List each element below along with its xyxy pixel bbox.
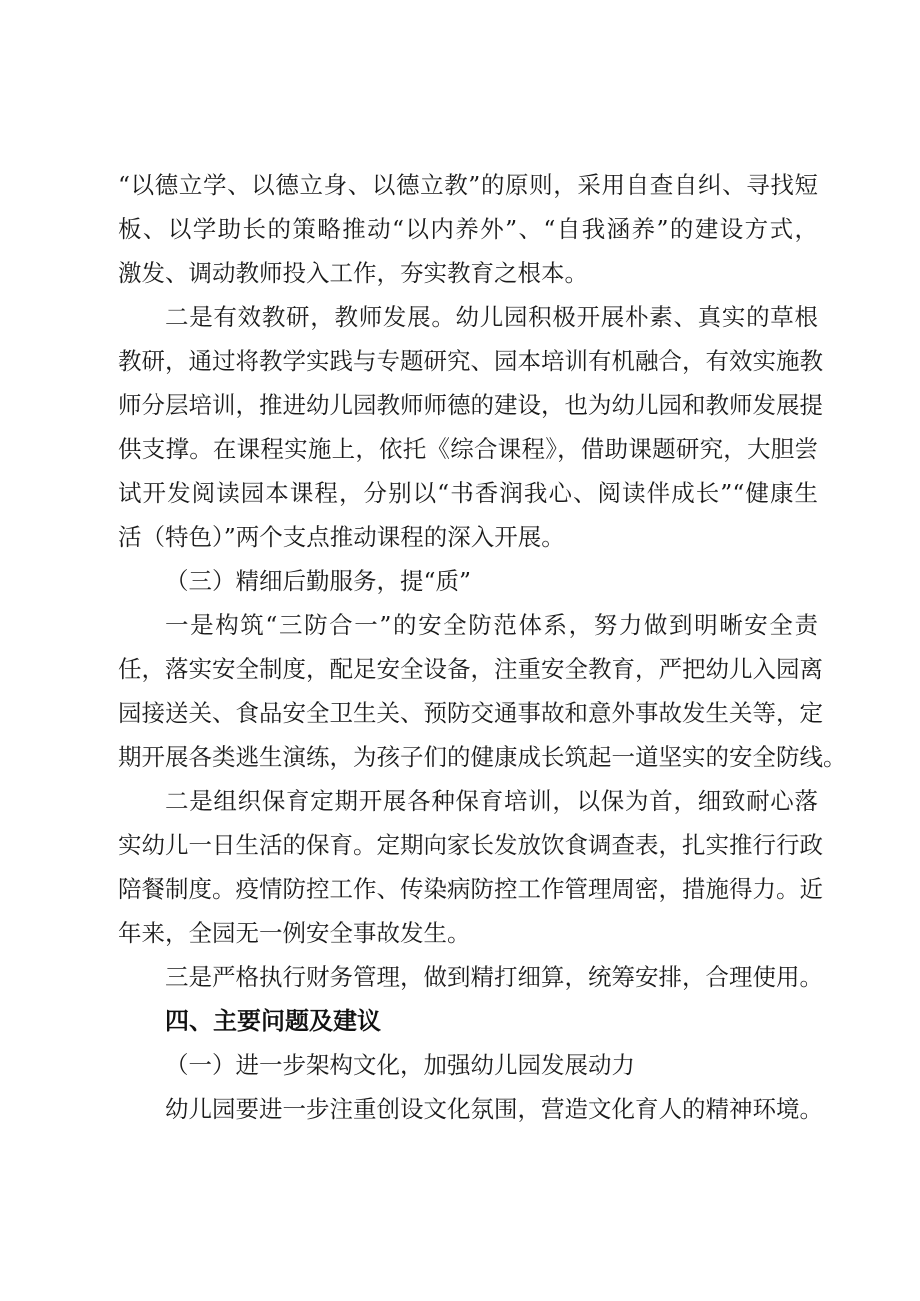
body-line: 期开展各类逃生演练，为孩子们的健康成长筑起一道坚实的安全防线。 [118, 743, 847, 771]
body-line: 园接送关、食品安全卫生关、预防交通事故和意外事故发生关等，定 [118, 699, 823, 727]
section-subheading: （一）进一步架构文化，加强幼儿园发展动力 [165, 1051, 635, 1079]
body-line: 任，落实安全制度，配足安全设备，注重安全教育，严把幼儿入园离 [118, 655, 823, 683]
paragraph-first-line: 幼儿园要进一步注重创设文化氛围，营造文化育人的精神环境。 [165, 1095, 823, 1123]
body-line: 激发、调动教师投入工作，夯实教育之根本。 [118, 259, 588, 287]
body-line: 供支撑。在课程实施上，依托《综合课程》，借助课题研究，大胆尝 [118, 435, 818, 463]
section-subheading: （三）精细后勤服务，提“质” [165, 567, 472, 595]
paragraph-first-line: 二是有效教研，教师发展。幼儿园积极开展朴素、真实的草根 [165, 303, 818, 331]
body-line: 活（特色）”两个支点推动课程的深入开展。 [118, 523, 565, 551]
body-line: 陪餐制度。疫情防控工作、传染病防控工作管理周密，措施得力。近 [118, 875, 823, 903]
body-line: “以德立学、以德立身、以德立教”的原则，采用自查自纠、寻找短 [118, 171, 818, 199]
paragraph-first-line: 三是严格执行财务管理，做到精打细算，统筹安排，合理使用。 [165, 963, 823, 991]
body-line: 试开发阅读园本课程，分别以“书香润我心、阅读伴成长”“健康生 [118, 479, 818, 507]
paragraph-first-line: 二是组织保育定期开展各种保育培训，以保为首，细致耐心落 [165, 787, 818, 815]
section-heading: 四、主要问题及建议 [165, 1007, 381, 1035]
body-line: 教研，通过将教学实践与专题研究、园本培训有机融合，有效实施教 [118, 347, 823, 375]
body-line: 师分层培训，推进幼儿园教师师德的建设，也为幼儿园和教师发展提 [118, 391, 823, 419]
paragraph-first-line: 一是构筑“三防合一”的安全防范体系，努力做到明晰安全责 [165, 611, 818, 639]
body-line: 实幼儿一日生活的保育。定期向家长发放饮食调查表，扎实推行行政 [118, 831, 823, 859]
body-line: 年来，全园无一例安全事故发生。 [118, 919, 471, 947]
body-line: 板、以学助长的策略推动“以内养外”、“自我涵养”的建设方式， [118, 215, 818, 243]
